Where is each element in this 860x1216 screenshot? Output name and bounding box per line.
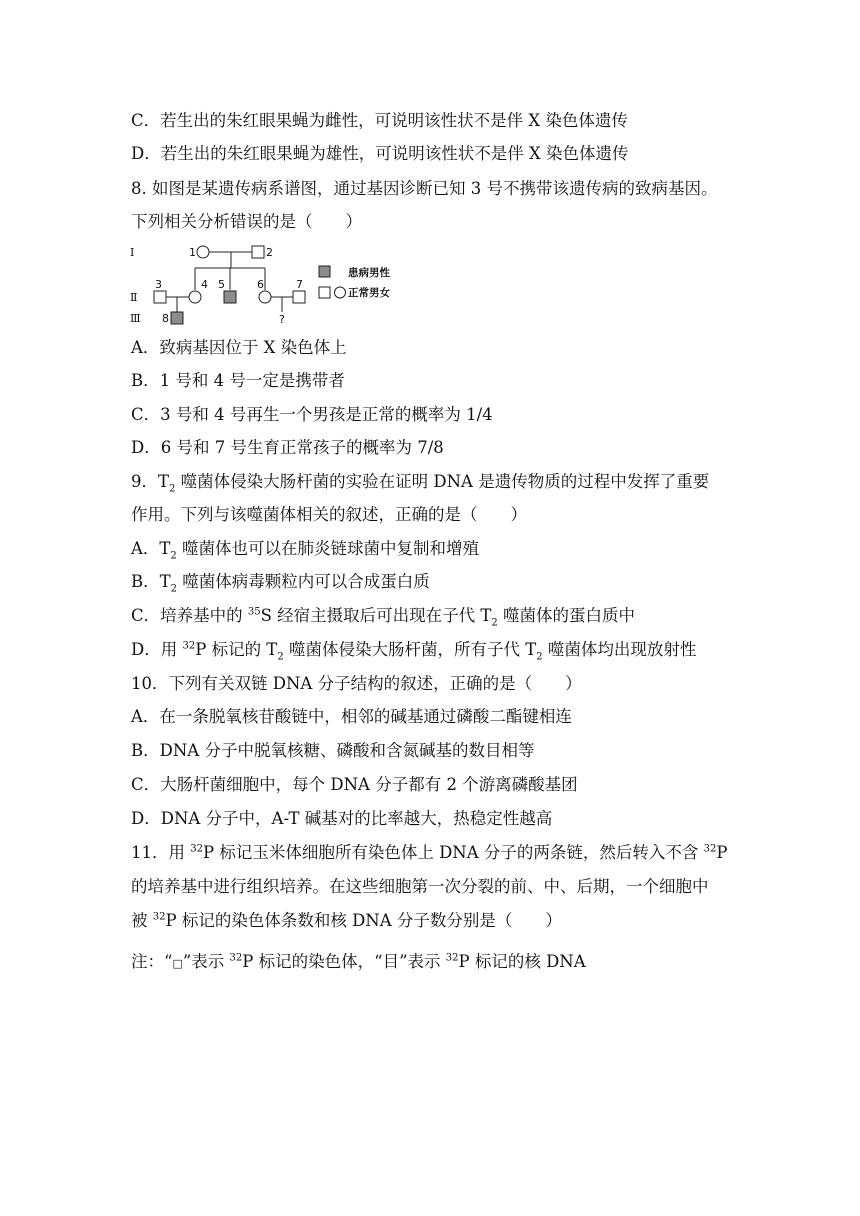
legend-affected-male-symbol (319, 266, 330, 277)
question-11-stem-line-1: 11．用 $^{32}$P 标记玉米体细胞所有染色体上 DNA 分子的两条链，然后转入不含 $^{32}$P (131, 843, 728, 862)
individual-4-number: 4 (201, 278, 208, 291)
individual-3-number: 3 (155, 278, 162, 291)
question-8-stem-line-1: 8. 如图是某遗传病系谱图，通过基因诊断已知 3 号不携带该遗传病的致病基因。 (131, 179, 718, 198)
question-10-option-c: C．大肠杆菌细胞中，每个 DNA 分子都有 2 个游离磷酸基团 (131, 775, 578, 794)
question-8-option-a: A．致病基因位于 X 染色体上 (131, 338, 347, 357)
question-9-option-c: C．培养基中的 $^{35}$S 经宿主摄取后可出现在子代 $T_2$ 噬菌体的蛋白质中 (131, 606, 636, 629)
legend-normal-male-symbol (319, 287, 330, 298)
question-7-option-c: C．若生出的朱红眼果蝇为雌性，可说明该性状不是伴 X 染色体遗传 (131, 111, 628, 130)
individual-6-number: 6 (257, 278, 264, 291)
question-9-option-d: D．用 $^{32}$P 标记的 $T_2$ 噬菌体侵染大肠杆菌，所有子代 $T_2$ 噬菌体均出现放射性 (131, 640, 697, 663)
question-8-option-c: C．3 号和 4 号再生一个男孩是正常的概率为 1/4 (131, 405, 493, 424)
legend-normal-female-symbol (335, 287, 346, 298)
individual-7-male (293, 291, 305, 303)
legend-normal-label: 正常男女 (348, 287, 390, 299)
question-11-note: 注：“□”表示 $^{32}$P 标记的染色体，“目”表示 $^{32}$P 标记的核 DNA (131, 952, 586, 971)
individual-7-number: 7 (296, 278, 303, 291)
individual-4-female (189, 291, 201, 303)
question-9-option-b: B．$T_2$ 噬菌体病毒颗粒内可以合成蛋白质 (131, 572, 430, 595)
unknown-offspring-mark: ? (279, 313, 285, 326)
individual-1-number: 1 (189, 246, 196, 259)
question-10-option-b: B．DNA 分子中脱氧核糖、磷酸和含氮碱基的数目相等 (131, 741, 535, 760)
generation-2-label: Ⅱ (130, 291, 138, 304)
individual-2-male (252, 246, 264, 258)
question-10-option-d: D．DNA 分子中，A-T 碱基对的比率越大，热稳定性越高 (131, 809, 553, 828)
chromosome-symbol: □ (172, 957, 183, 970)
legend-affected-label: 患病男性 (348, 267, 390, 279)
individual-1-female (197, 246, 209, 258)
question-9-option-a: A．$T_2$ 噬菌体也可以在肺炎链球菌中复制和增殖 (131, 539, 480, 562)
question-10-option-a: A．在一条脱氧核苷酸链中，相邻的碱基通过磷酸二酯键相连 (131, 707, 572, 726)
generation-1-label: Ⅰ (130, 246, 135, 259)
individual-8-number: 8 (162, 312, 169, 325)
question-11-stem-line-2: 的培养基中进行组织培养。在这些细胞第一次分裂的前、中、后期，一个细胞中 (131, 877, 709, 896)
question-8-stem-line-2: 下列相关分析错误的是（ ） (131, 212, 362, 231)
question-9-stem-line-2: 作用。下列与该噬菌体相关的叙述，正确的是（ ） (131, 505, 527, 524)
question-8-option-b: B．1 号和 4 号一定是携带者 (131, 371, 345, 390)
individual-3-male (154, 291, 166, 303)
question-7-option-d: D．若生出的朱红眼果蝇为雄性，可说明该性状不是伴 X 染色体遗传 (131, 144, 629, 163)
pedigree-diagram (126, 238, 416, 330)
individual-5-number: 5 (218, 278, 225, 291)
individual-8-affected-male (171, 312, 183, 324)
individual-2-number: 2 (266, 246, 273, 259)
individual-5-affected-male (224, 291, 236, 303)
individual-6-female (259, 291, 271, 303)
question-11-stem-line-3: 被 $^{32}$P 标记的染色体条数和核 DNA 分子数分别是（ ） (131, 911, 562, 930)
dna-symbol: 目 (382, 952, 400, 971)
question-8-option-d: D．6 号和 7 号生育正常孩子的概率为 7/8 (131, 438, 444, 457)
question-10-stem: 10．下列有关双链 DNA 分子结构的叙述，正确的是（ ） (131, 674, 582, 693)
question-9-stem-line-1: 9．$T_2$ 噬菌体侵染大肠杆菌的实验在证明 DNA 是遗传物质的过程中发挥了重要 (131, 472, 710, 495)
generation-3-label: Ⅲ (130, 312, 141, 325)
